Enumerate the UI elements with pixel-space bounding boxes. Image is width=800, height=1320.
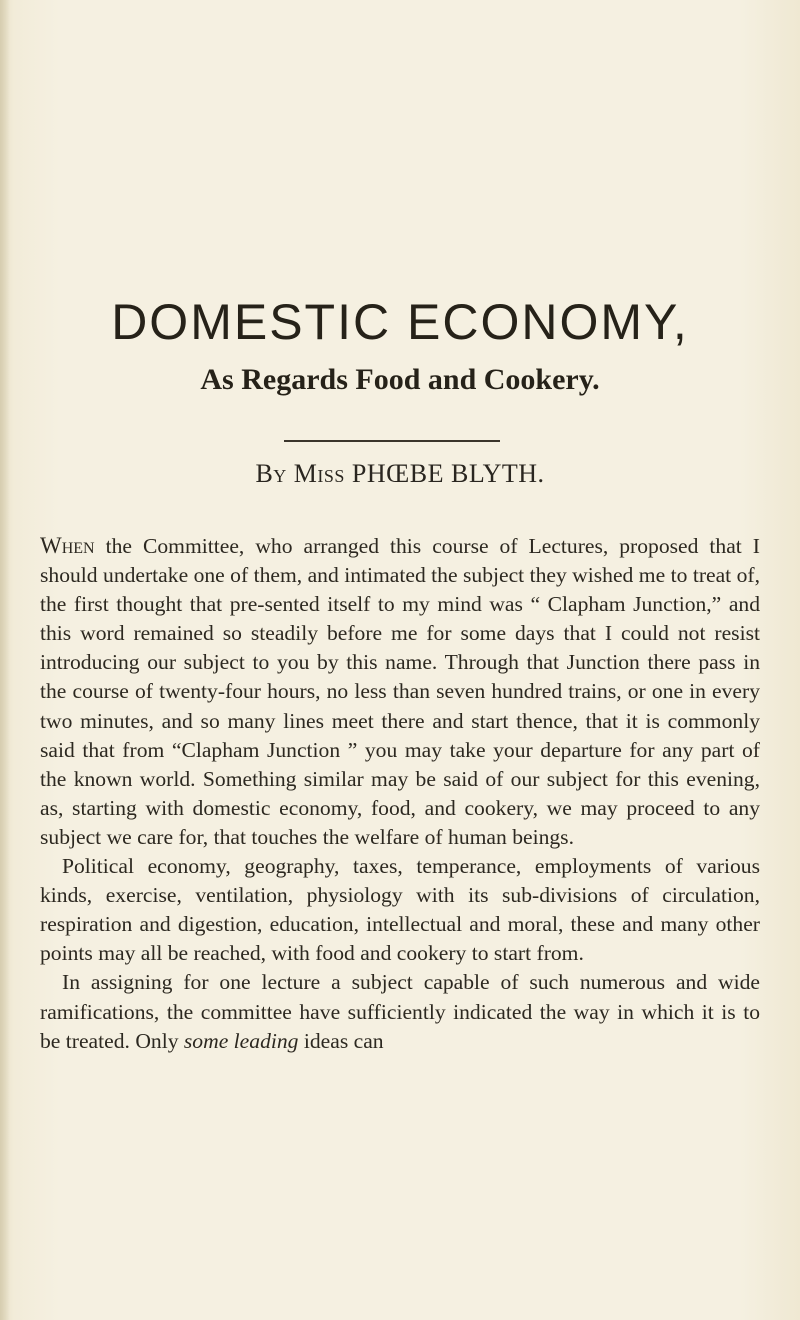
paragraph-3-text-a: In assigning for one lecture a subject capable of such numerous and wide ramifications, the committee have sufficiently indicated the way in which it is to be treated. Only	[40, 970, 760, 1053]
paragraph-2: Political economy, geography, taxes, temperance, employments of various kinds, exercise, ventilation, physiology with its sub-divisions of circulation, respiration and digestion, education, intellectual and moral, these and many other points may all be reached, with food and cookery to start from.	[40, 854, 760, 966]
paragraph-3-text-b: ideas can	[298, 1028, 384, 1053]
page-gutter-shadow	[0, 0, 10, 1320]
paragraph-1	[40, 531, 760, 852]
paragraph-1-lead-word: When	[40, 533, 95, 558]
author-prefix: By Miss	[255, 459, 345, 488]
author-name: PHŒBE BLYTH.	[351, 459, 545, 488]
chapter-title: DOMESTIC ECONOMY,	[111, 294, 689, 350]
paragraph-3-emphasis: some leading	[183, 1028, 299, 1053]
author-line	[0, 456, 800, 492]
paragraph-3	[40, 968, 760, 1055]
chapter-subtitle: As Regards Food and Cookery.	[200, 363, 600, 396]
title-divider-rule	[284, 440, 500, 442]
body-text	[40, 531, 760, 1056]
paragraph-1-text: the Committee, who arranged this course of Lectures, proposed that I should undertake one of them, and intimated the subject they wished me to treat of, the first thought that pre-sented itself to my mind was “ Clapham Junction,” and this word remained so steadily before me for some days that I could not resist introducing our subject to you by this name. Through that Junction there pass in the course of twenty-four hours, no less than seven hundred trains, or one in every two minutes, and so many lines meet there and start thence, that it is commonly said that from “Clapham Junction ” you may take your departure for any part of the known world. Something similar may be said of our subject for this evening, as, starting with domestic economy, food, and cookery, we may proceed to any subject we care for, that touches the welfare of human beings.	[40, 534, 760, 849]
